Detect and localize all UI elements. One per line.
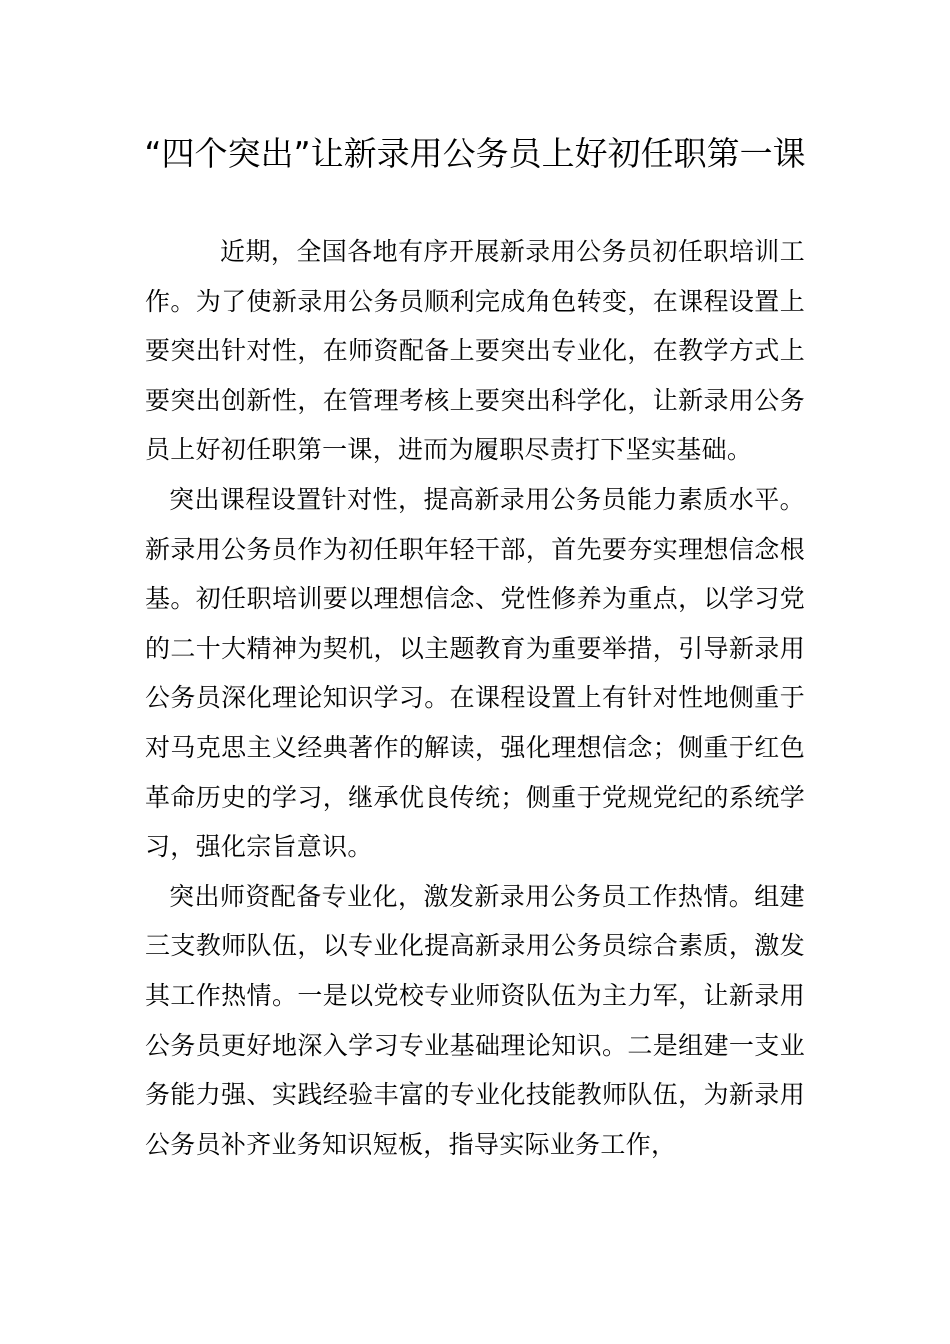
document-body xyxy=(145,227,805,1169)
paragraph-teacher-staffing: 突出师资配备专业化，激发新录用公务员工作热情。组建三支教师队伍，以专业化提高新录用公务员综合素质，激发其工作热情。一是以党校专业师资队伍为主力军，让新录用公务员更好地深入学习专业基础理论知识。二是组建一支业务能力强、实践经验丰富的专业化技能教师队伍，为新录用公务员补齐业务知识短板，指导实际业务工作， xyxy=(145,881,805,1159)
document-title: “四个突出”让新录用公务员上好初任职第一课 xyxy=(144,134,806,173)
paragraph-intro: 近期，全国各地有序开展新录用公务员初任职培训工作。为了使新录用公务员顺利完成角色转变，在课程设置上要突出针对性，在师资配备上要突出专业化，在教学方式上要突出创新性，在管理考核上要突出科学化，让新录用公务员上好初任职第一课，进而为履职尽责打下坚实基础。 xyxy=(145,237,805,465)
paragraph-course-design: 突出课程设置针对性，提高新录用公务员能力素质水平。新录用公务员作为初任职年轻干部，首先要夯实理想信念根基。初任职培训要以理想信念、党性修养为重点，以学习党的二十大精神为契机，以主题教育为重要举措，引导新录用公务员深化理论知识学习。在课程设置上有针对性地侧重于对马克思主义经典著作的解读，强化理想信念；侧重于红色革命历史的学习，继承优良传统；侧重于党规党纪的系统学习，强化宗旨意识。 xyxy=(145,484,805,862)
